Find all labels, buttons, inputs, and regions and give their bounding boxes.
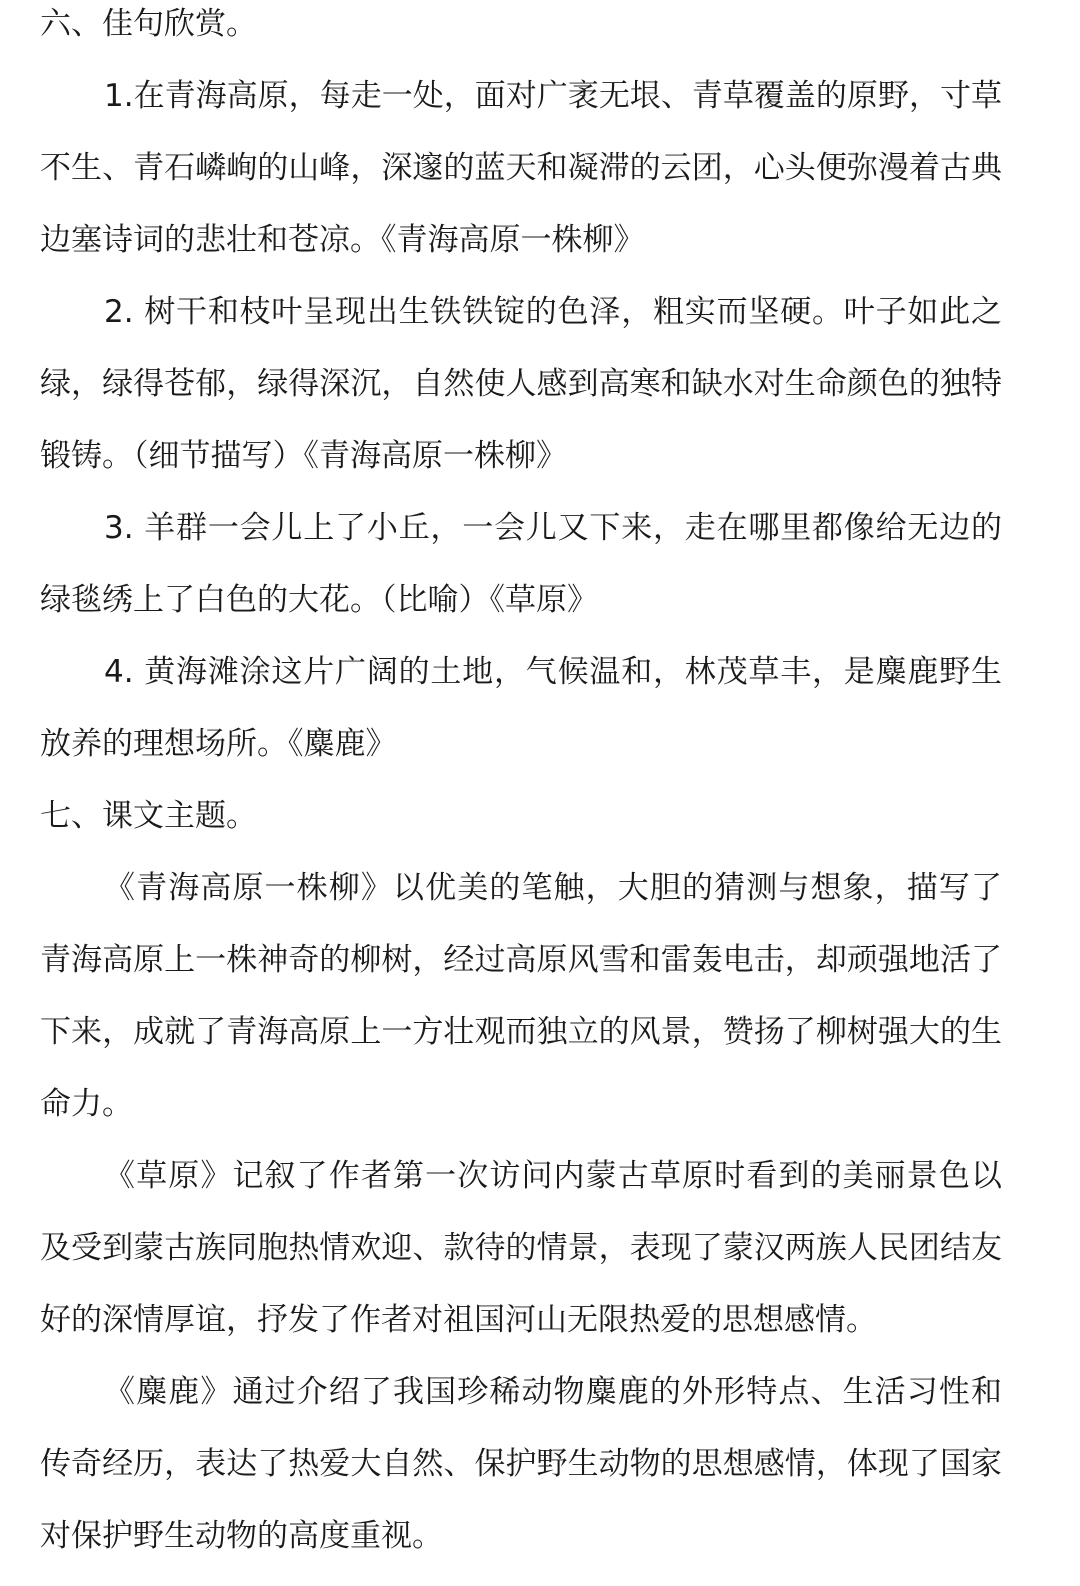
section-themes xyxy=(40,792,1002,1584)
sentence-1: 1.在青海高原，每走一处，面对广袤无垠、青草覆盖的原野，寸草不生、青石嶙峋的山峰，深邃的蓝天和凝滞的云团，心头便弥漫着古典边塞诗词的悲壮和苍凉。《青海高原一株柳》 xyxy=(40,78,1002,258)
theme-paragraph-willow: 《青海高原一株柳》以优美的笔触，大胆的猜测与想象，描写了青海高原上一株神奇的柳树，经过高原风雪和雷轰电击，却顽强地活了下来，成就了青海高原上一方壮观而独立的风景，赞扬了柳树强大的生命力。 xyxy=(40,870,1002,1122)
sentence-3: 3. 羊群一会儿上了小丘，一会儿又下来，走在哪里都像给无边的绿毯绣上了白色的大花。（比喻）《草原》 xyxy=(40,510,1002,618)
section-heading: 六、佳句欣赏。 xyxy=(40,6,257,42)
theme-paragraph-milu-deer: 《麋鹿》通过介绍了我国珍稀动物麋鹿的外形特点、生活习性和传奇经历，表达了热爱大自然、保护野生动物的思想感情，体现了国家对保护野生动物的高度重视。 xyxy=(40,1374,1002,1554)
document-page xyxy=(40,0,1002,1584)
sentence-2: 2. 树干和枝叶呈现出生铁铁锭的色泽，粗实而坚硬。叶子如此之绿，绿得苍郁，绿得深沉，自然使人感到高寒和缺水对生命颜色的独特锻铸。（细节描写）《青海高原一株柳》 xyxy=(40,294,1002,474)
section-heading: 七、课文主题。 xyxy=(40,798,257,834)
theme-paragraph-grassland: 《草原》记叙了作者第一次访问内蒙古草原时看到的美丽景色以及受到蒙古族同胞热情欢迎、款待的情景，表现了蒙汉两族人民团结友好的深情厚谊，抒发了作者对祖国河山无限热爱的思想感情。 xyxy=(40,1158,1002,1338)
sentence-4: 4. 黄海滩涂这片广阔的土地，气候温和，林茂草丰，是麋鹿野生放养的理想场所。《麋鹿》 xyxy=(40,654,1002,762)
section-fine-sentences xyxy=(40,0,1002,792)
